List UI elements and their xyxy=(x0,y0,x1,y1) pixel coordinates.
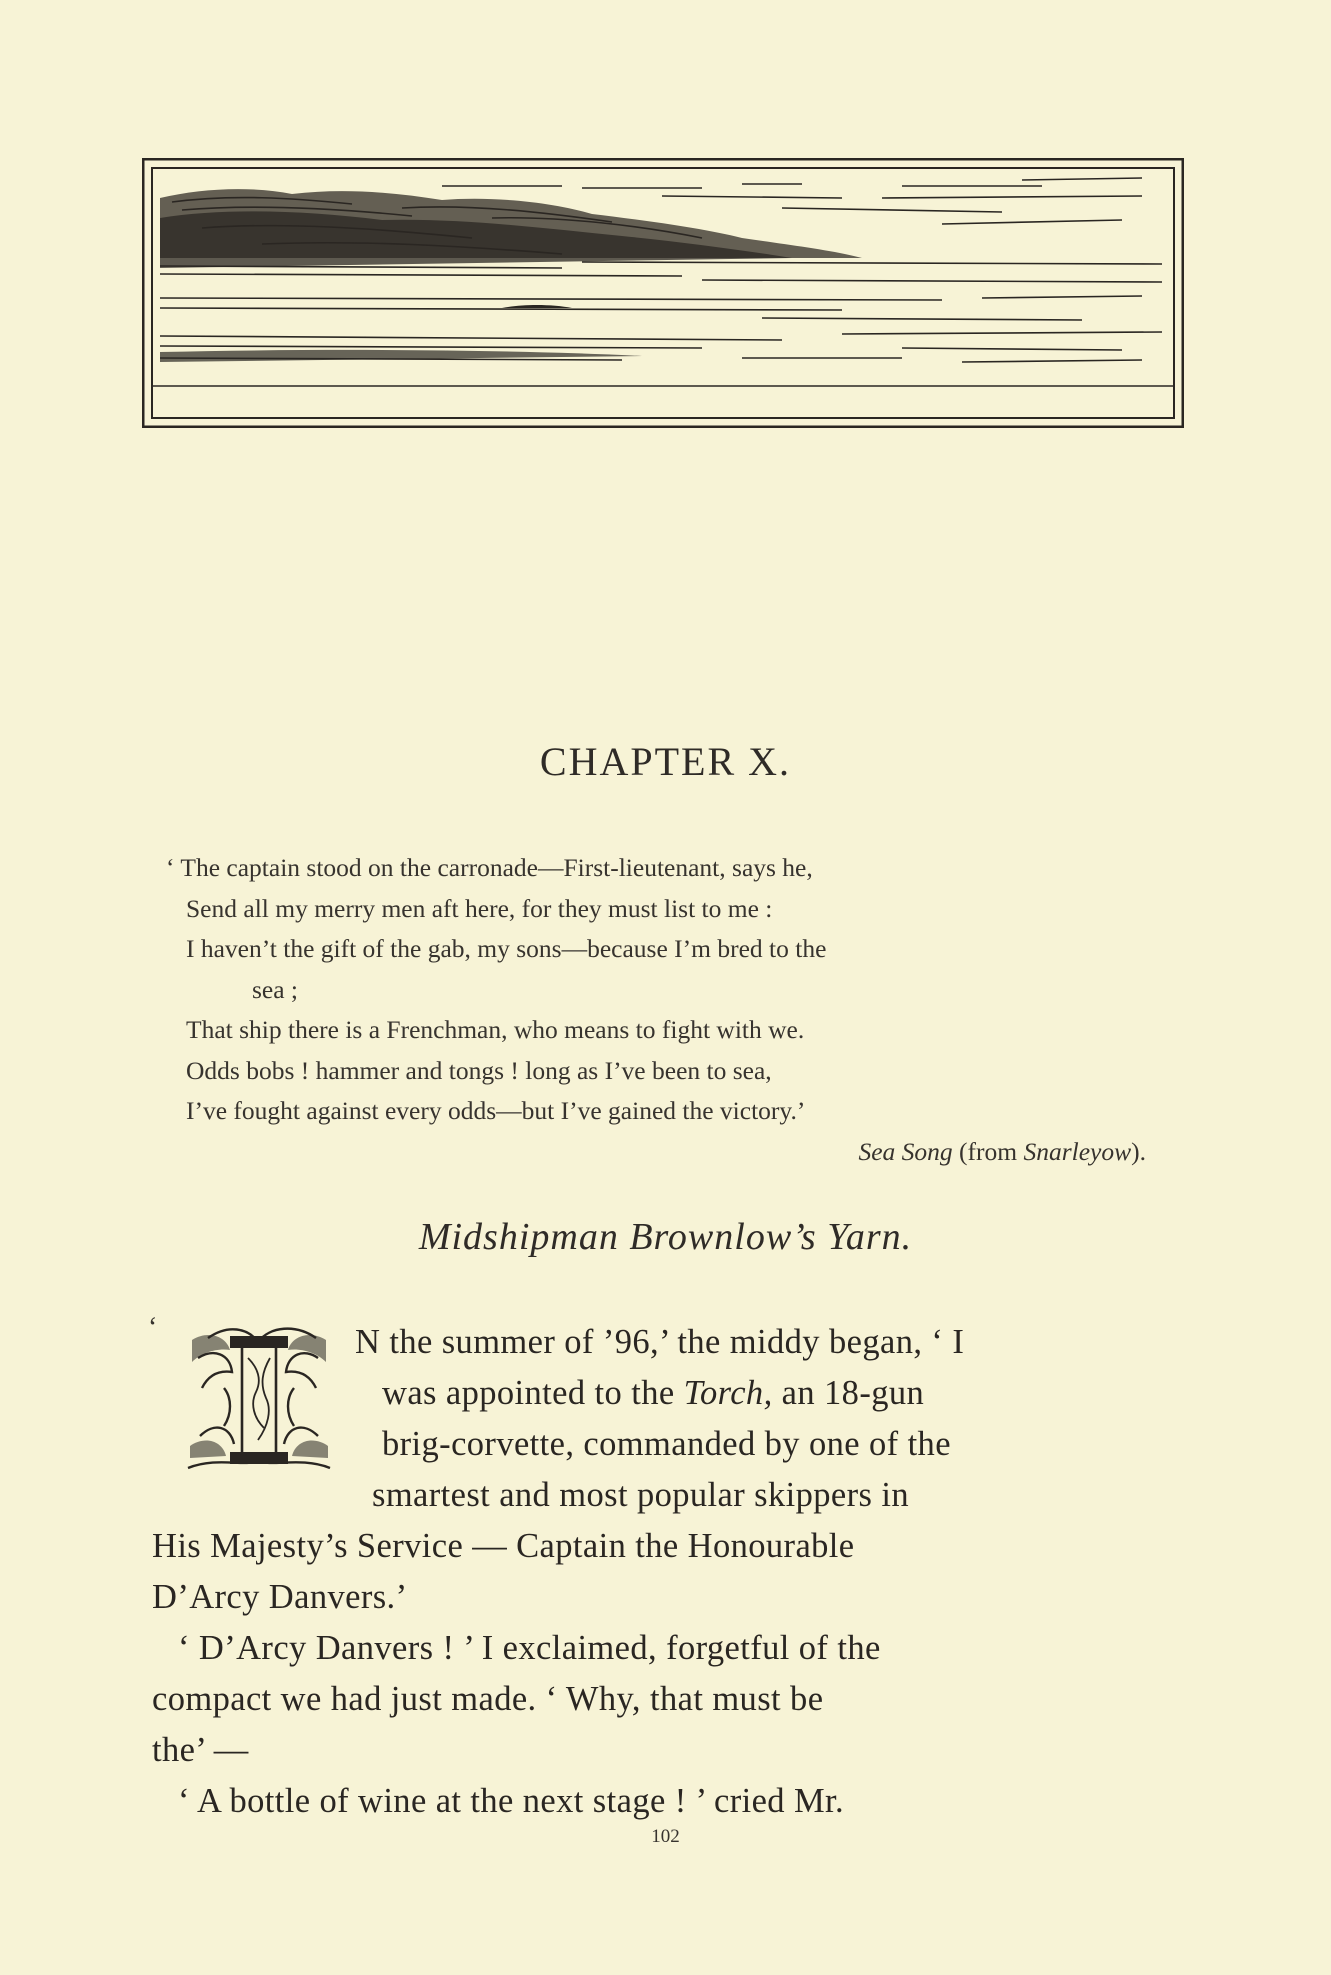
page-number: 102 xyxy=(651,1826,680,1847)
body-line-9: the’ — xyxy=(152,1731,249,1769)
body-line-5: His Majesty’s Service — Captain the Honourable xyxy=(152,1527,855,1565)
body-line-7: ‘ D’Arcy Danvers ! ’ I exclaimed, forgetful of the xyxy=(178,1629,881,1667)
credit-source: Snarleyow xyxy=(1023,1136,1132,1166)
body-line-2-pre: was appointed to the xyxy=(382,1374,684,1412)
epigraph-line: That ship there is a Frenchman, who means to fight with we. xyxy=(186,1015,805,1044)
epigraph xyxy=(166,848,1166,1172)
epigraph-line: I haven’t the gift of the gab, my sons—because I’m bred to the xyxy=(186,934,827,963)
seascape-engraving xyxy=(142,158,1184,428)
ornamental-letter-icon xyxy=(178,1318,340,1478)
epigraph-credit xyxy=(166,1132,1166,1173)
body-line-8: compact we had just made. ‘ Why, that must be xyxy=(152,1680,824,1718)
headpiece-illustration xyxy=(142,158,1184,428)
epigraph-line: ‘ The captain stood on the carronade—First-lieutenant, says he, xyxy=(166,853,813,882)
epigraph-line: sea ; xyxy=(252,974,299,1004)
credit-end: ). xyxy=(1131,1136,1146,1166)
body-line-10: ‘ A bottle of wine at the next stage ! ’ cried Mr. xyxy=(178,1782,845,1820)
body-line-6: D’Arcy Danvers.’ xyxy=(152,1578,408,1616)
section-heading: Midshipman Brownlow’s Yarn. xyxy=(418,1216,913,1258)
body-line-3: brig-corvette, commanded by one of the xyxy=(382,1425,951,1463)
credit-middle: (from xyxy=(952,1136,1024,1166)
decorated-initial-i xyxy=(178,1318,340,1478)
credit-title: Sea Song xyxy=(858,1136,953,1166)
chapter-title: CHAPTER X. xyxy=(539,739,792,784)
epigraph-line: Odds bobs ! hammer and tongs ! long as I’ve been to sea, xyxy=(186,1055,772,1085)
epigraph-line: I’ve fought against every odds—but I’ve gained the victory.’ xyxy=(186,1096,806,1125)
body-line-2 xyxy=(382,1374,924,1413)
body-line-1: N the summer of ’96,’ the middy began, ‘ I xyxy=(355,1323,965,1361)
epigraph-line: Send all my merry men aft here, for they must list to me : xyxy=(186,893,773,923)
opening-quote-mark: ‘ xyxy=(148,1312,158,1343)
body-line-2-post: an 18-gun xyxy=(772,1374,925,1412)
ship-name-torch: Torch, xyxy=(683,1374,773,1412)
body-line-4: smartest and most popular skippers in xyxy=(372,1476,910,1514)
